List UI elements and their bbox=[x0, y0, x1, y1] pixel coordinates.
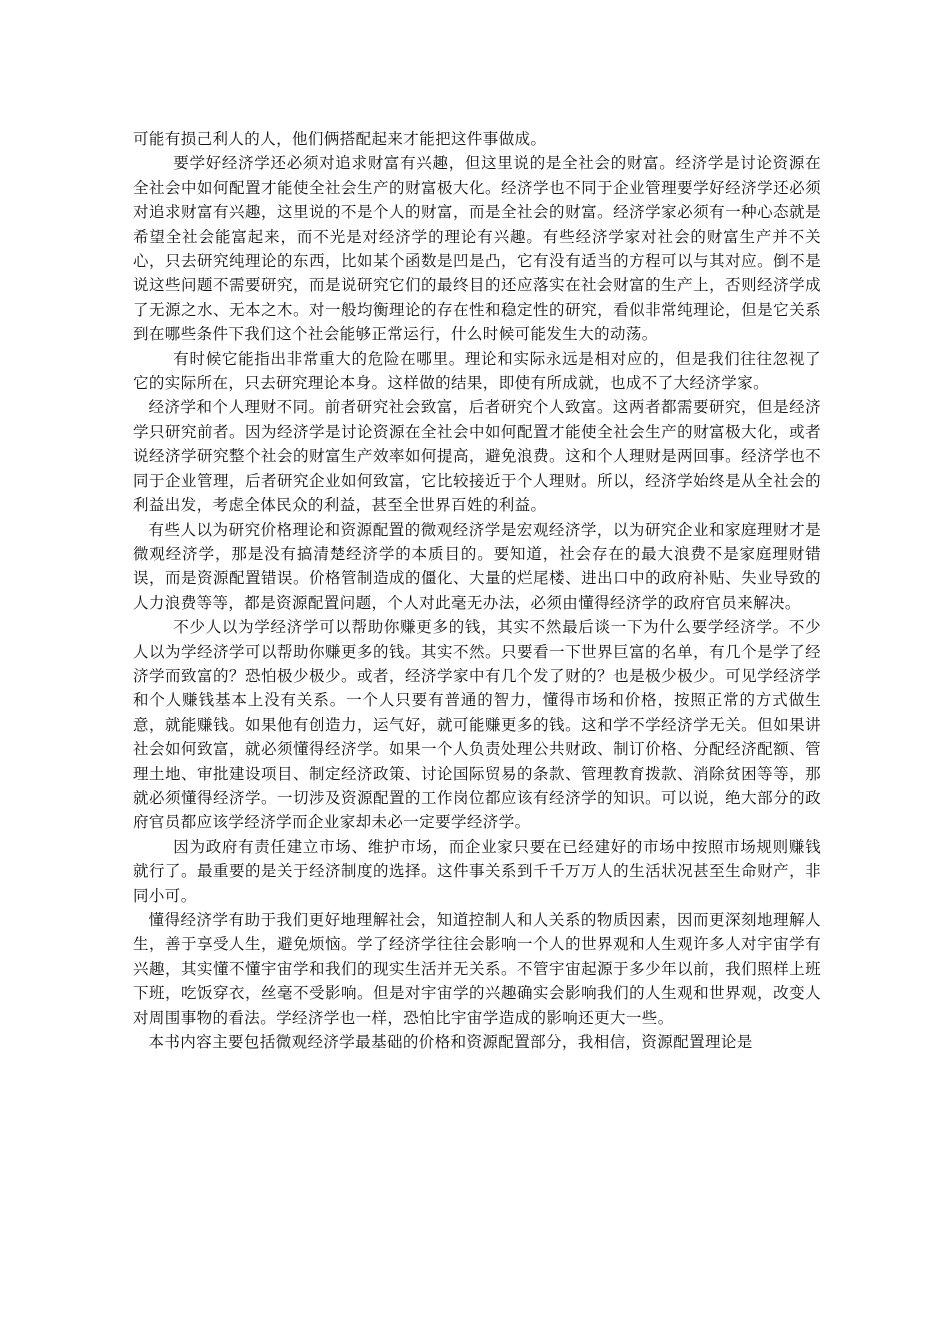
paragraph-3: 有时候它能指出非常重大的危险在哪里。理论和实际永远是相对应的，但是我们往往忽视了它的实际所在，只去研究理论本身。这样做的结果，即使有所成就，也成不了大经济学家。 bbox=[133, 349, 821, 393]
paragraph-6: 不少人以为学经济学可以帮助你赚更多的钱，其实不然最后谈一下为什么要学经济学。不少人以为学经济学可以帮助你赚更多的钱。其实不然。只要看一下世界巨富的名单，有几个是学了经济学而致富的？恐怕极少极少。或者，经济学家中有几个发了财的？也是极少极少。可见学经济学和个人赚钱基本上没有关系。一个人只要有普通的智力，懂得市场和价格，按照正常的方式做生意，就能赚钱。如果他有创造力，运气好，就可能赚更多的钱。这和学不学经济学无关。但如果讲社会如何致富，就必须懂得经济学。如果一个人负责处理公共财政、制订价格、分配经济配额、管理土地、审批建设项目、制定经济政策、讨论国际贸易的条款、管理教育拨款、消除贫困等等，那就必须懂得经济学。一切涉及资源配置的工作岗位都应该有经济学的知识。可以说，绝大部分的政府官员都应该学经济学而企业家却未必一定要学经济学。 bbox=[133, 618, 821, 832]
paragraph-2: 要学好经济学还必须对追求财富有兴趣，但这里说的是全社会的财富。经济学是讨论资源在全社会中如何配置才能使全社会生产的财富极大化。经济学也不同于企业管理要学好经济学还必须对追求财富有兴趣，这里说的不是个人的财富，而是全社会的财富。经济学家必须有一种心态就是希望全社会能富起来，而不光是对经济学的理论有兴趣。有些经济学家对社会的财富生产并不关心，只去研究纯理论的东西，比如某个函数是凹是凸，它有没有适当的方程可以与其对应。倒不是说这些问题不需要研究，而是说研究它们的最终目的还应落实在社会财富的生产上，否则经济学成了无源之水、无本之木。对一般均衡理论的存在性和稳定性的研究，看似非常纯理论，但是它关系到在哪些条件下我们这个社会能够正常运行，什么时候可能发生大的动荡。 bbox=[133, 154, 821, 344]
body-text bbox=[133, 127, 821, 1054]
paragraph-8: 懂得经济学有助于我们更好地理解社会，知道控制人和人关系的物质因素，因而更深刻地理解人生，善于享受人生，避免烦恼。学了经济学往往会影响一个人的世界观和人生观许多人对宇宙学有兴趣，其实懂不懂宇宙学和我们的现实生活并无关系。不管宇宙起源于多少年以前，我们照样上班下班，吃饭穿衣，丝毫不受影响。但是对宇宙学的兴趣确实会影响我们的人生观和世界观，改变人对周围事物的看法。学经济学也一样，恐怕比宇宙学造成的影响还更大一些。 bbox=[133, 911, 821, 1027]
paragraph-7: 因为政府有责任建立市场、维护市场，而企业家只要在已经建好的市场中按照市场规则赚钱就行了。最重要的是关于经济制度的选择。这件事关系到千千万万人的生活状况甚至生命财产，非同小可。 bbox=[133, 837, 821, 905]
paragraph-9: 本书内容主要包括微观经济学最基础的价格和资源配置部分，我相信，资源配置理论是 bbox=[148, 1033, 753, 1052]
paragraph-5: 有些人以为研究价格理论和资源配置的微观经济学是宏观经济学，以为研究企业和家庭理财才是微观经济学，那是没有搞清楚经济学的本质目的。要知道，社会存在的最大浪费不是家庭理财错误，而是资源配置错误。价格管制造成的僵化、大量的烂尾楼、进出口中的政府补贴、失业导致的人力浪费等等，都是资源配置问题，个人对此毫无办法，必须由懂得经济学的政府官员来解决。 bbox=[133, 520, 821, 612]
paragraph-4: 经济学和个人理财不同。前者研究社会致富，后者研究个人致富。这两者都需要研究，但是经济学只研究前者。因为经济学是讨论资源在全社会中如何配置才能使全社会生产的财富极大化，或者说经济学研究整个社会的财富生产效率如何提高，避免浪费。这和个人理财是两回事。经济学也不同于企业管理，后者研究企业如何致富，它比较接近于个人理财。所以，经济学始终是从全社会的利益出发，考虑全体民众的利益，甚至全世界百姓的利益。 bbox=[133, 398, 821, 515]
paragraph-1: 可能有损己利人的人，他们俩搭配起来才能把这件事做成。 bbox=[133, 130, 547, 148]
